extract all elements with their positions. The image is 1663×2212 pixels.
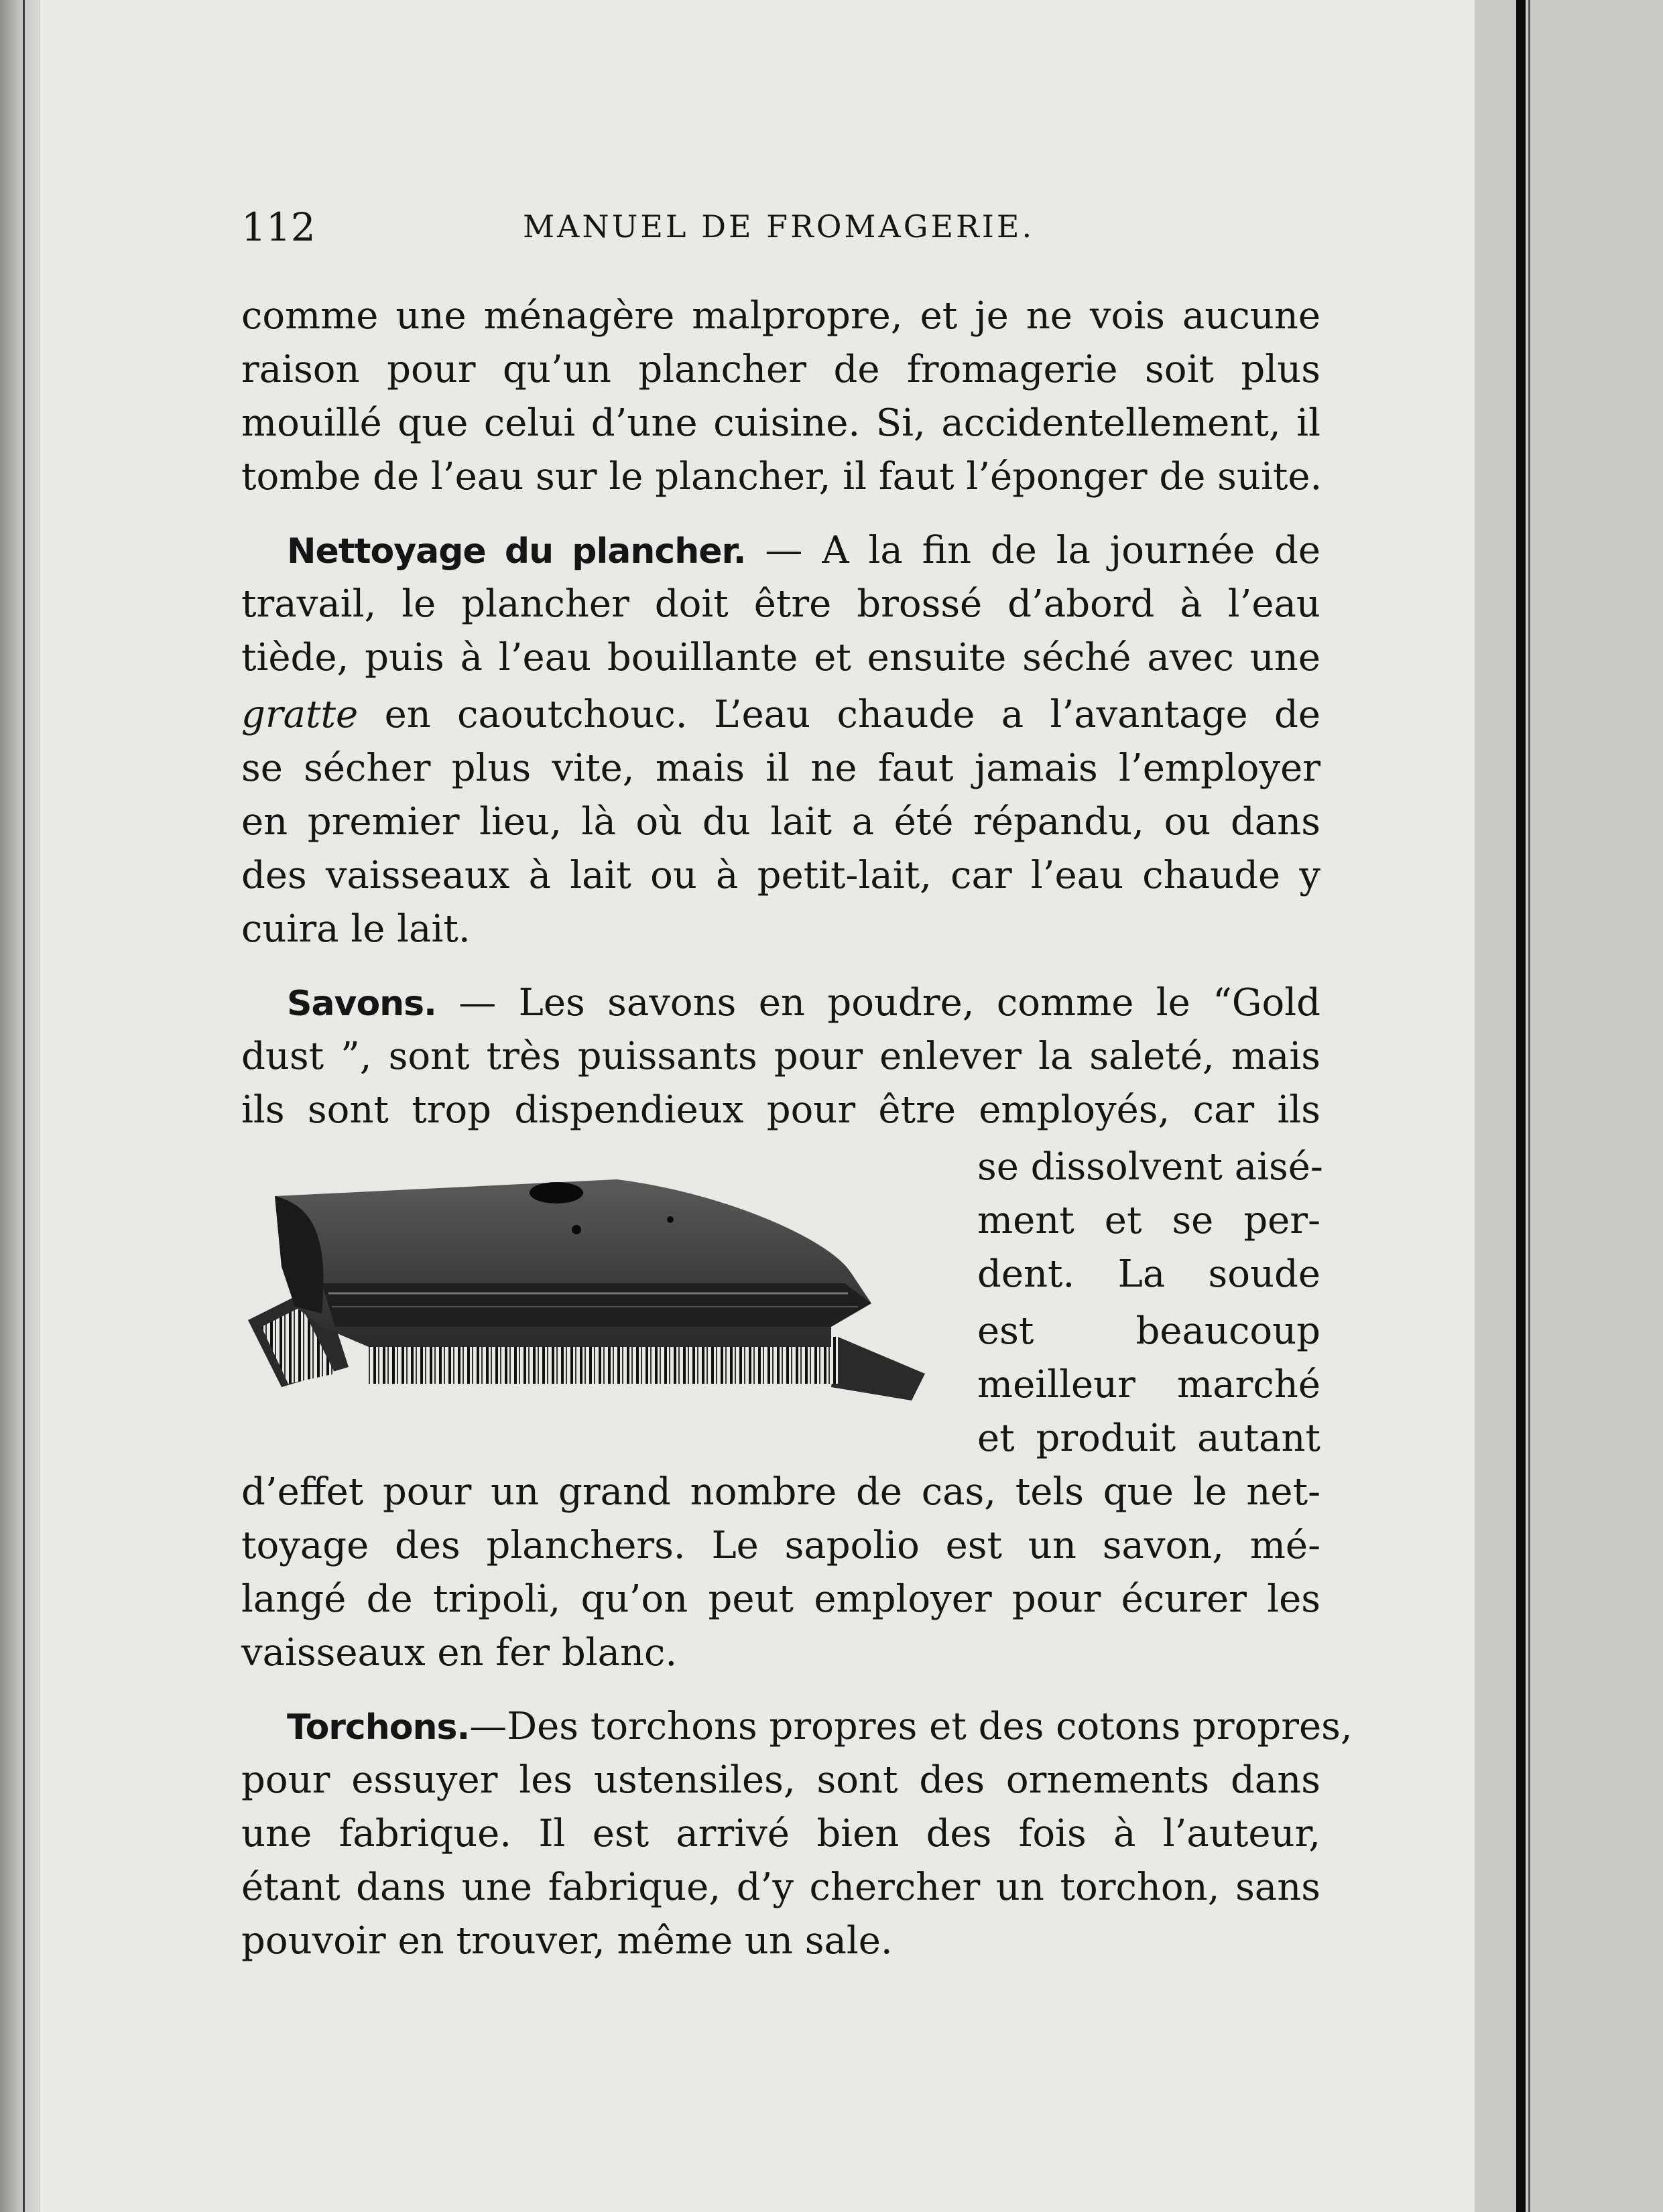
- text-line: mouillé que celui d’une cuisine. Si, accidentellement, il: [241, 401, 1320, 445]
- right-edge-line: [1528, 0, 1530, 2212]
- right-page-edge: [1516, 0, 1526, 2212]
- text-line: travail, le plancher doit être brossé d’abord à l’eau: [241, 582, 1320, 626]
- text-line: étant dans une fabrique, d’y chercher un torchon, sans: [241, 1866, 1320, 1909]
- text-run: — A la fin de la journée de: [765, 529, 1321, 572]
- italic-term: gratte: [241, 693, 359, 736]
- text-line: est beaucoup: [977, 1309, 1320, 1353]
- text-line: pouvoir en trouver, même un sale.: [241, 1919, 893, 1963]
- section-heading-savons: Savons.: [287, 984, 436, 1024]
- text-line: ment et se per-: [977, 1199, 1320, 1242]
- text-line: [287, 975, 1320, 1031]
- text-line: ils sont trop dispendieux pour être employés, car ils: [241, 1088, 1320, 1132]
- text-line: [287, 1699, 1353, 1755]
- text-line: se dissolvent aisé-: [977, 1145, 1323, 1189]
- page-header: [241, 204, 1354, 258]
- text-run: —Des torchons propres et des cotons propres,: [469, 1705, 1353, 1748]
- text-line: en premier lieu, là où du lait a été répandu, ou dans: [241, 800, 1320, 844]
- text-run: — Les savons en poudre, comme le “Gold: [458, 981, 1320, 1025]
- right-bristle-tuft: [831, 1337, 925, 1401]
- text-line: cuira le lait.: [241, 907, 471, 951]
- text-line: langé de tripoli, qu’on peut employer pour écurer les: [241, 1577, 1320, 1621]
- left-page-edge: [0, 0, 39, 2212]
- text-line: dust ”, sont très puissants pour enlever la saleté, mais: [241, 1035, 1320, 1078]
- brush-screw: [667, 1216, 674, 1223]
- text-line: tombe de l’eau sur le plancher, il faut l’éponger de suite.: [241, 455, 1322, 499]
- text-line: se sécher plus vite, mais il ne faut jamais l’employer: [241, 746, 1320, 790]
- text-line: vaisseaux en fer blanc.: [241, 1631, 678, 1675]
- text-line: des vaisseaux à lait ou à petit-lait, car l’eau chaude y: [241, 854, 1320, 897]
- brush-screw: [572, 1225, 581, 1234]
- page-number: 112: [241, 204, 316, 250]
- brush-base-band: [322, 1283, 871, 1327]
- text-line: meilleur marché: [977, 1363, 1320, 1407]
- text-line: toyage des planchers. Le sapolio est un savon, mé-: [241, 1524, 1320, 1567]
- text-line: et produit autant: [977, 1417, 1320, 1460]
- text-line: pour essuyer les ustensiles, sont des ornements dans: [241, 1758, 1320, 1802]
- text-line: dent. La soude: [977, 1252, 1320, 1296]
- section-heading-torchons: Torchons.: [287, 1707, 470, 1748]
- binding-line: [23, 0, 25, 2212]
- text-run: en caoutchouc. L’eau chaude a l’avantage de: [384, 693, 1321, 736]
- text-line: raison pour qu’un plancher de fromagerie soit plus: [241, 348, 1320, 391]
- brush-handle-hole: [530, 1182, 583, 1203]
- section-heading-nettoyage: Nettoyage du plancher.: [287, 531, 746, 572]
- text-line: d’effet pour un grand nombre de cas, tels que le net-: [241, 1470, 1320, 1514]
- text-line: une fabrique. Il est arrivé bien des fois à l’auteur,: [241, 1812, 1320, 1856]
- scrub-brush-illustration: [241, 1166, 952, 1434]
- text-line: tiède, puis à l’eau bouillante et ensuite séché avec une: [241, 636, 1320, 679]
- text-line: [241, 687, 1320, 743]
- running-title: MANUEL DE FROMAGERIE.: [523, 208, 1035, 245]
- text-line: [287, 523, 1320, 579]
- right-margin-strip: [1475, 0, 1663, 2212]
- text-line: comme une ménagère malpropre, et je ne vois aucune: [241, 294, 1320, 338]
